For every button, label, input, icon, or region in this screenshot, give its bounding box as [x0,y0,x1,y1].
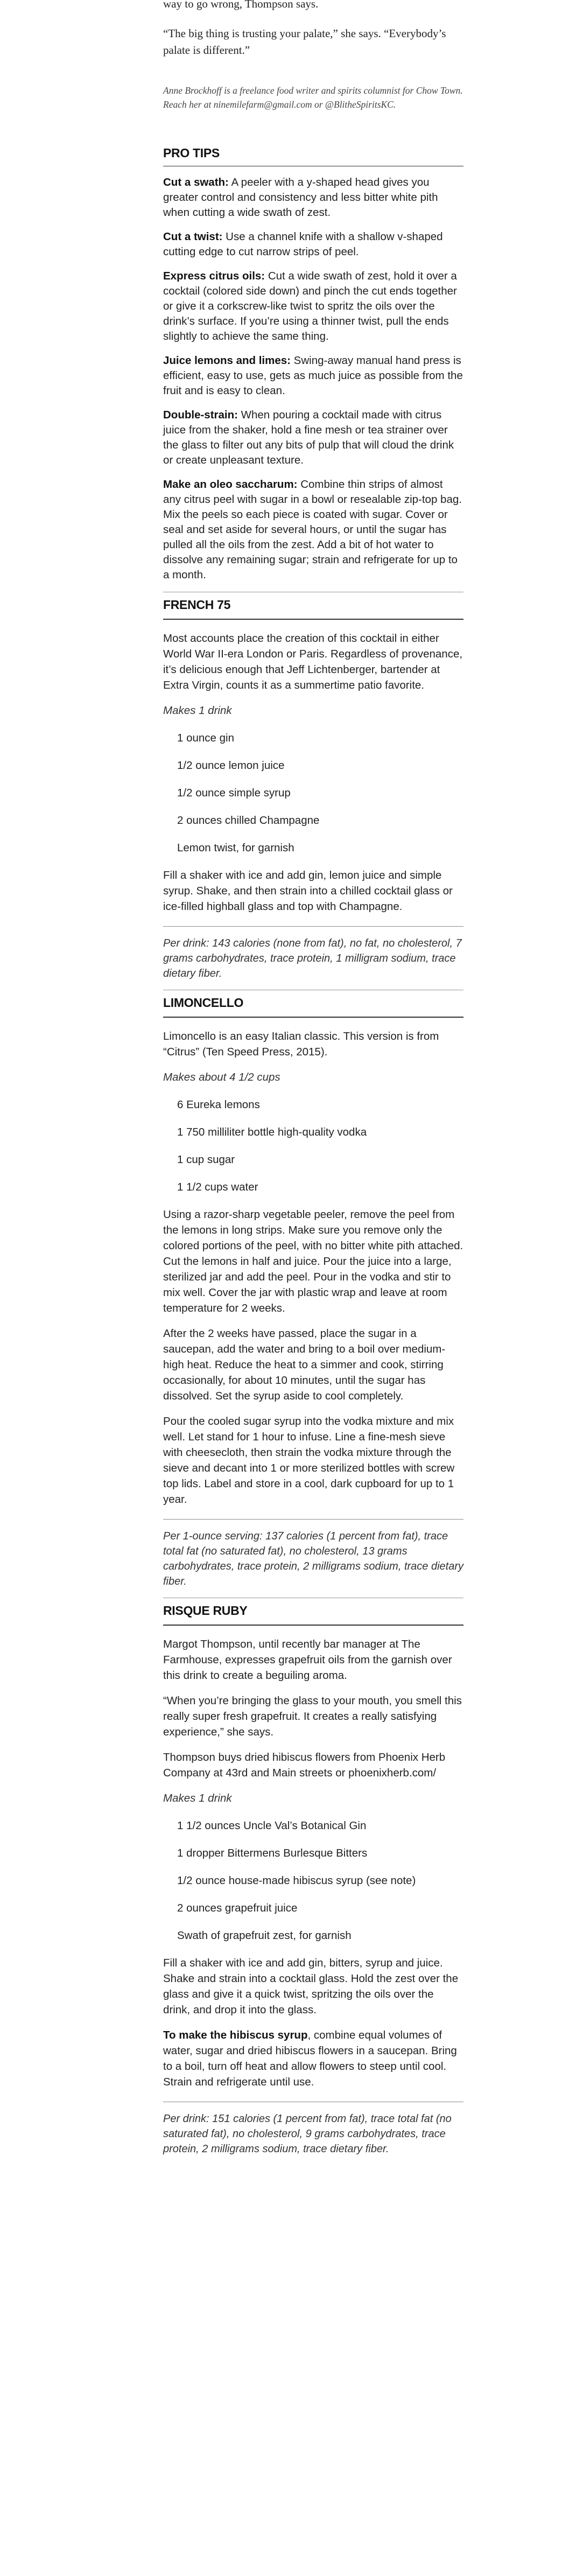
ingredient-item: 1 dropper Bittermens Burlesque Bitters [177,1847,368,1859]
ingredient-item: 1 cup sugar [177,1153,235,1166]
author-bio: Anne Brockhoff is a freelance food writer and spirits columnist for Chow Town. Reach her at ninemilefarm@gmail.com or @BlitheSpiritsKC. [163,85,463,110]
intro-line: way to go wrong, Thompson says. [163,0,319,10]
french75-yield: Makes 1 drink [163,704,232,717]
article-column [163,0,463,2165]
ingredient-item: Swath of grapefruit zest, for garnish [177,1929,352,1942]
risque-ruby-yield: Makes 1 drink [163,1792,232,1804]
tip-item [163,408,463,468]
ingredient-item: 1 ounce gin [177,732,235,744]
ingredient-item: 1 1/2 cups water [177,1181,258,1193]
french75-intro: Most accounts place the creation of this cocktail in either World War II-era London or Paris. Regardless of provenance, it’s delicious enough that Jeff Lichtenberger, bartender at Extra Virgin, counts it as a summertime patio favorite. [163,632,463,691]
tip-item [163,229,463,260]
tip-text: Cut a wide swath of zest, hold it over a cocktail (colored side down) and pinch the cut ends together or give it a corkscrew-like twist to spritz the oils over the drink’s surface. If you’re using a thinner twist, pull the ends slightly to achieve the same thing. [163,270,457,342]
tip-label: Make an oleo saccharum: [163,478,298,491]
limoncello-step: Using a razor-sharp vegetable peeler, remove the peel from the lemons in long strips. Make sure you remove only the colored portions of the peel, with no bitter white pith attached. Cut the lemons in half and juice. Pour the juice into a large, sterilized jar and add the peel. Pour in the vodka and stir to mix well. Cover the jar with plastic wrap and leave at room temperature for 2 weeks. [163,1208,463,1314]
limoncello-nutrition: Per 1-ounce serving: 137 calories (1 percent from fat), trace total fat (no saturated fat), no cholesterol, 13 grams carbohydrates, trace protein, 2 milligrams sodium, trace dietary fiber. [163,1519,463,1598]
risque-ruby-quote: “When you’re bringing the glass to your mouth, you smell this really super fresh grapefruit. It creates a really satisfying experience,” she says. [163,1695,462,1738]
ingredient-item: 1/2 ounce simple syrup [177,787,291,799]
ingredient-item: 6 Eureka lemons [177,1098,260,1111]
risque-ruby-directions: Fill a shaker with ice and add gin, bitters, syrup and juice. Shake and strain into a cocktail glass. Hold the zest over the glass and give it a quick twist, spritzing the oils over the drink, and drop it into the glass. [163,1957,459,2016]
ingredient-item: 1/2 ounce lemon juice [177,759,285,772]
hibiscus-syrup-note [163,2027,463,2090]
hibiscus-syrup-label: To make the hibiscus syrup [163,2029,308,2041]
risque-ruby-ingredients [177,1818,463,1943]
limoncello-title: LIMONCELLO [163,990,463,1018]
ingredient-item: 1 1/2 ounces Uncle Val’s Botanical Gin [177,1819,367,1832]
tip-label: Cut a twist: [163,230,223,243]
tip-item [163,269,463,344]
tip-item [163,175,463,220]
limoncello-yield: Makes about 4 1/2 cups [163,1071,280,1083]
ingredient-item: 1/2 ounce house-made hibiscus syrup (see note) [177,1874,416,1887]
intro-quote: “The big thing is trusting your palate,” she says. “Everybody’s palate is different.” [163,27,446,57]
limoncello-step: After the 2 weeks have passed, place the sugar in a saucepan, add the water and bring to a boil over medium-high heat. Reduce the heat to a simmer and cook, stirring occasionally, for about 10 minutes, until the sugar has dissolved. Set the syrup aside to cool completely. [163,1327,446,1402]
french75-ingredients [177,730,463,856]
tip-text: When pouring a cocktail made with citrus juice from the shaker, hold a fine mesh or tea strainer over the glass to filter out any bits of pulp that will cloud the drink or create unpleasant texture. [163,409,454,466]
ingredient-item: 2 ounces grapefruit juice [177,1902,298,1914]
tip-label: Juice lemons and limes: [163,354,291,367]
tip-text: A peeler with a y-shaped head gives you greater control and consistency and less bitter white pith when cutting a wide swath of zest. [163,176,438,219]
tip-text: Combine thin strips of almost any citrus peel with sugar in a bowl or resealable zip-top bag. Mix the peels so each piece is coated with sugar. Cover or seal and set aside for several hours, or until the sugar has pulled all the oils from the zest. Add a bit of hot water to dissolve any remaining sugar; strain and refrigerate for up to a month. [163,478,462,581]
risque-ruby-title: RISQUE RUBY [163,1598,463,1626]
risque-ruby-intro: Margot Thompson, until recently bar manager at The Farmhouse, expresses grapefruit oils from the garnish over this drink to create a beguiling aroma. [163,1638,452,1682]
risque-ruby-nutrition: Per drink: 151 calories (1 percent from fat), trace total fat (no saturated fat), no cholesterol, 9 grams carbohydrates, trace protein, 2 milligrams sodium, trace dietary fiber. [163,2102,463,2165]
ingredient-item: 1 750 milliliter bottle high-quality vodka [177,1126,367,1138]
tip-text: Swing-away manual hand press is efficient, easy to use, gets as much juice as possible from the fruit and is easy to clean. [163,354,463,397]
french75-nutrition: Per drink: 143 calories (none from fat), no fat, no cholesterol, 7 grams carbohydrates, trace protein, 1 milligram sodium, trace dietary fiber. [163,926,463,990]
french75-directions: Fill a shaker with ice and add gin, lemon juice and simple syrup. Shake, and then strain into a chilled cocktail glass or ice-filled highball glass and top with Champagne. [163,869,453,913]
risque-ruby-source: Thompson buys dried hibiscus flowers from Phoenix Herb Company at 43rd and Main streets or phoenixherb.com/ [163,1751,446,1779]
pro-tips-section [163,146,463,583]
hibiscus-syrup-text: , combine equal volumes of water, sugar and dried hibiscus flowers in a saucepan. Bring to a boil, turn off heat and allow flowers to steep until cool. Strain and refrigerate until use. [163,2029,457,2088]
limoncello-intro: Limoncello is an easy Italian classic. This version is from “Citrus” (Ten Speed Press, 2015). [163,1030,439,1058]
tip-item [163,477,463,583]
tip-item [163,353,463,398]
limoncello-section [163,990,463,1598]
limoncello-ingredients [177,1097,463,1195]
tip-text: Use a channel knife with a shallow v-shaped cutting edge to cut narrow strips of peel. [163,230,443,258]
pro-tips-title: PRO TIPS [163,146,463,166]
tip-label: Double-strain: [163,409,238,421]
pro-tips-list [163,175,463,583]
ingredient-item: 2 ounces chilled Champagne [177,814,320,827]
french75-section [163,592,463,990]
limoncello-step: Pour the cooled sugar syrup into the vodka mixture and mix well. Let stand for 1 hour to infuse. Line a fine-mesh sieve with cheesecloth, then strain the vodka mixture through the sieve and decant into 1 or more sterilized bottles with screw top lids. Label and store in a cool, dark cupboard for up to 1 year. [163,1415,455,1506]
ingredient-item: Lemon twist, for garnish [177,842,294,854]
tip-label: Cut a swath: [163,176,229,188]
french75-title: FRENCH 75 [163,592,463,620]
risque-ruby-section [163,1598,463,2165]
tip-label: Express citrus oils: [163,270,265,282]
